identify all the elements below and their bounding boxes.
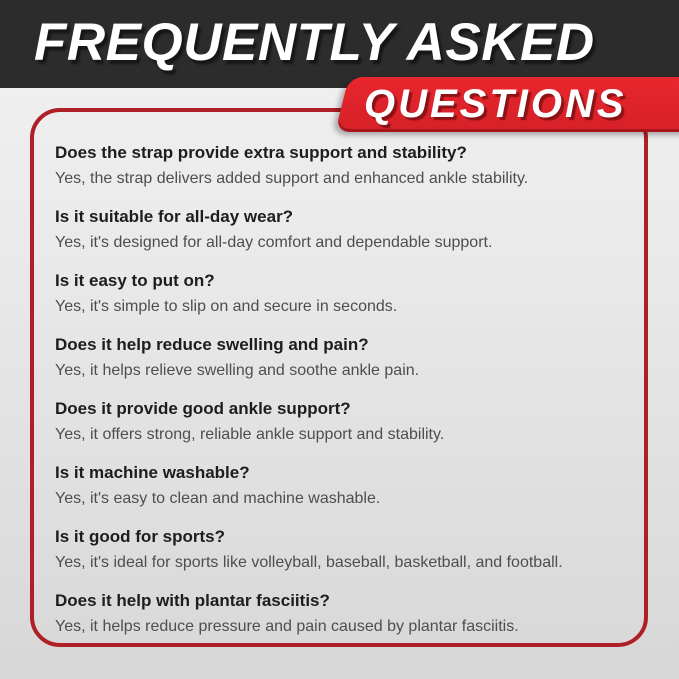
faq-answer: Yes, it's easy to clean and machine washable.	[55, 490, 381, 507]
page-title: FREQUENTLY ASKED	[34, 13, 595, 72]
faq-question: Does it provide good ankle support?	[55, 399, 351, 418]
faq-question: Does the strap provide extra support and stability?	[55, 143, 467, 162]
faq-answer: Yes, it's simple to slip on and secure in seconds.	[55, 298, 398, 315]
faq-question: Is it good for sports?	[55, 527, 225, 546]
faq-item	[55, 396, 630, 448]
faq-answer: Yes, it offers strong, reliable ankle support and stability.	[55, 426, 445, 443]
faq-list	[55, 140, 630, 652]
questions-badge	[335, 77, 679, 132]
faq-answer: Yes, it helps relieve swelling and soothe ankle pain.	[55, 362, 420, 379]
faq-question: Is it easy to put on?	[55, 271, 215, 290]
faq-question: Does it help with plantar fasciitis?	[55, 591, 330, 610]
faq-item	[55, 524, 630, 576]
faq-item	[55, 204, 630, 256]
faq-item	[55, 140, 630, 192]
faq-question: Does it help reduce swelling and pain?	[55, 335, 369, 354]
faq-question: Is it suitable for all-day wear?	[55, 207, 294, 226]
faq-answer: Yes, it helps reduce pressure and pain caused by plantar fasciitis.	[55, 618, 519, 635]
faq-question: Is it machine washable?	[55, 463, 250, 482]
faq-answer: Yes, it's ideal for sports like volleyball, baseball, basketball, and football.	[55, 554, 563, 571]
faq-item	[55, 460, 630, 512]
questions-badge-label: QUESTIONS	[364, 82, 627, 126]
faq-item	[55, 268, 630, 320]
faq-item	[55, 588, 630, 640]
faq-answer: Yes, the strap delivers added support and enhanced ankle stability.	[55, 170, 529, 187]
faq-answer: Yes, it's designed for all-day comfort and dependable support.	[55, 234, 493, 251]
faq-item	[55, 332, 630, 384]
